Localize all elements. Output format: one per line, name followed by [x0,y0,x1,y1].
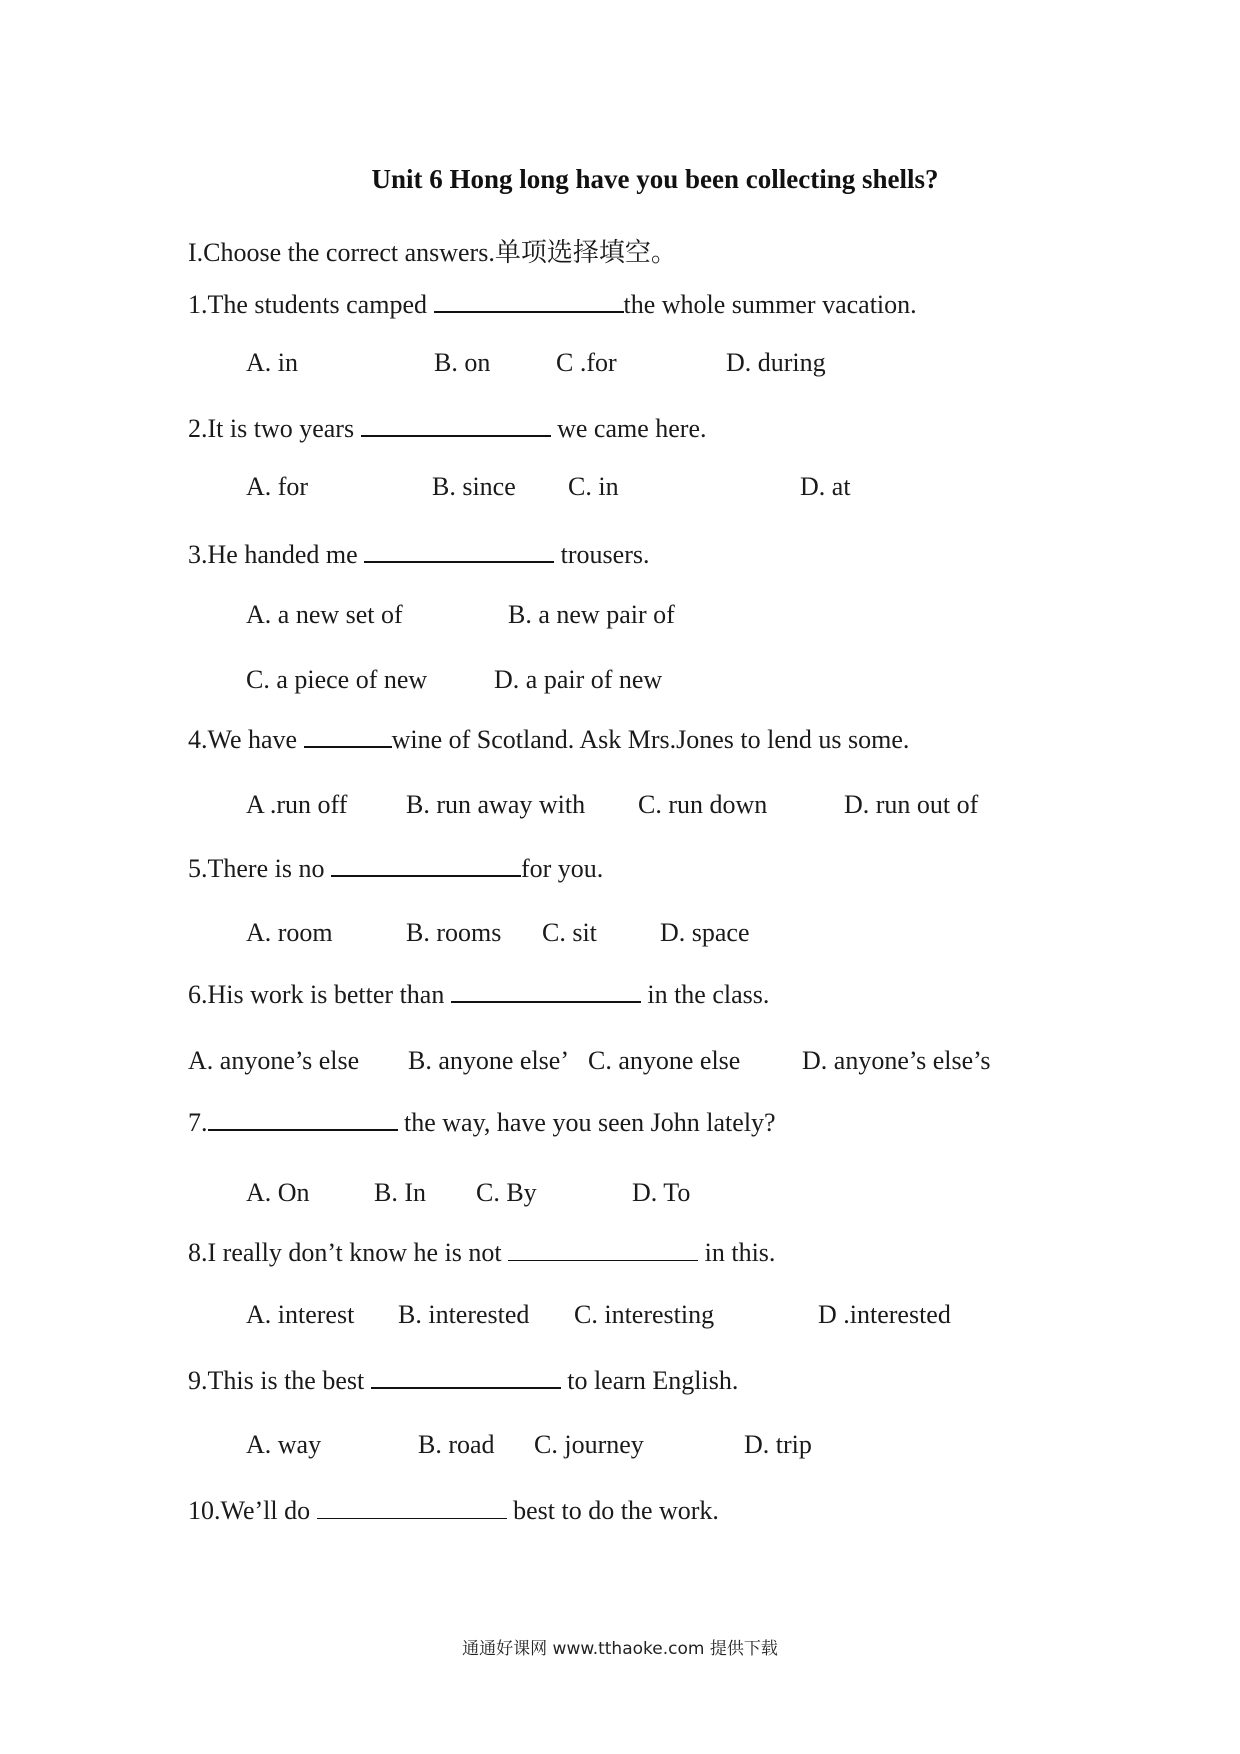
question-number: 1. [188,290,208,319]
question-text-before: The students camped [207,290,434,319]
option-c: C. anyone else [588,1046,741,1075]
option-a: A. in [246,348,298,377]
question-number: 4. [188,725,208,754]
page-title: Unit 6 Hong long have you been collecting shells? [371,164,939,194]
question-text-after: best to do the work. [506,1496,719,1525]
option-d: D. space [660,918,750,947]
question-4 [188,725,909,755]
question-number: 6. [188,980,208,1009]
question-3 [188,540,650,570]
question-9 [188,1366,738,1396]
question-text-before: There is no [207,854,331,883]
question-text-before: He handed me [207,540,365,569]
question-number: 2. [188,414,208,443]
option-a: A. On [246,1178,310,1207]
answer-blank [364,541,554,563]
question-text-before: It is two years [207,414,361,443]
answer-blank [317,1498,507,1519]
option-b: B. rooms [406,918,502,947]
question-number: 10. [188,1496,221,1525]
question-text-after: wine of Scotland. Ask Mrs.Jones to lend us some. [391,725,910,754]
option-a: A .run off [246,790,348,819]
option-c: C. in [568,472,619,501]
option-b: B. anyone else’ [408,1046,570,1075]
option-d: D. To [632,1178,691,1207]
answer-blank [451,981,641,1003]
question-text-after: for you. [520,854,604,883]
option-c: C .for [556,348,617,377]
question-text-after: the way, have you seen John lately? [397,1108,776,1137]
question-text-after: in the class. [640,980,770,1009]
option-b: B. a new pair of [508,600,675,629]
option-b: B. road [418,1430,495,1459]
answer-blank [361,415,551,437]
option-d: D. a pair of new [494,665,663,694]
question-1 [188,290,917,320]
option-c: C. journey [534,1430,644,1459]
option-c: C. By [476,1178,537,1207]
question-text-after: the whole summer vacation. [623,290,917,319]
question-number: 3. [188,540,208,569]
question-text-after: trousers. [554,540,650,569]
option-a: A. a new set of [246,600,403,629]
question-number: 7. [188,1108,208,1137]
option-c: C. a piece of new [246,665,428,694]
option-a: A. anyone’s else [188,1046,360,1075]
option-a: A. interest [246,1300,355,1329]
question-6 [188,980,769,1010]
option-b: B. interested [398,1300,530,1329]
question-2 [188,414,707,444]
option-b: B. In [374,1178,426,1207]
question-number: 5. [188,854,208,883]
question-text-after: we came here. [550,414,707,443]
option-c: C. interesting [574,1300,715,1329]
option-d: D .interested [818,1300,951,1329]
question-text-before: I really don’t know he is not [207,1238,509,1267]
question-text-after: to learn English. [560,1366,739,1395]
question-7 [188,1108,776,1138]
question-text-before: This is the best [207,1366,371,1395]
option-d: D. run out of [844,790,979,819]
question-text-before: We have [207,725,304,754]
option-a: A. way [246,1430,322,1459]
answer-blank [304,726,392,748]
option-c: C. sit [542,918,597,947]
question-10 [188,1496,719,1526]
answer-blank [371,1367,561,1389]
answer-blank [331,855,521,877]
answer-blank [508,1240,698,1261]
section-heading: I.Choose the correct answers.单项选择填空。 [188,238,677,267]
option-c: C. run down [638,790,768,819]
page-footer: 通通好课网 www.tthaoke.com 提供下载 [462,1639,778,1659]
question-text-before: We’ll do [220,1496,317,1525]
answer-blank [208,1109,398,1131]
question-number: 8. [188,1238,208,1267]
question-number: 9. [188,1366,208,1395]
option-d: D. trip [744,1430,812,1459]
question-text-after: in this. [698,1238,776,1267]
option-a: A. room [246,918,333,947]
question-5 [188,854,603,884]
option-d: D. at [800,472,851,501]
option-b: B. on [434,348,491,377]
question-text-before: His work is better than [207,980,451,1009]
option-b: B. run away with [406,790,586,819]
option-a: A. for [246,472,309,501]
option-b: B. since [432,472,516,501]
answer-blank [434,291,624,313]
question-8 [188,1238,775,1268]
option-d: D. anyone’s else’s [802,1046,991,1075]
option-d: D. during [726,348,826,377]
